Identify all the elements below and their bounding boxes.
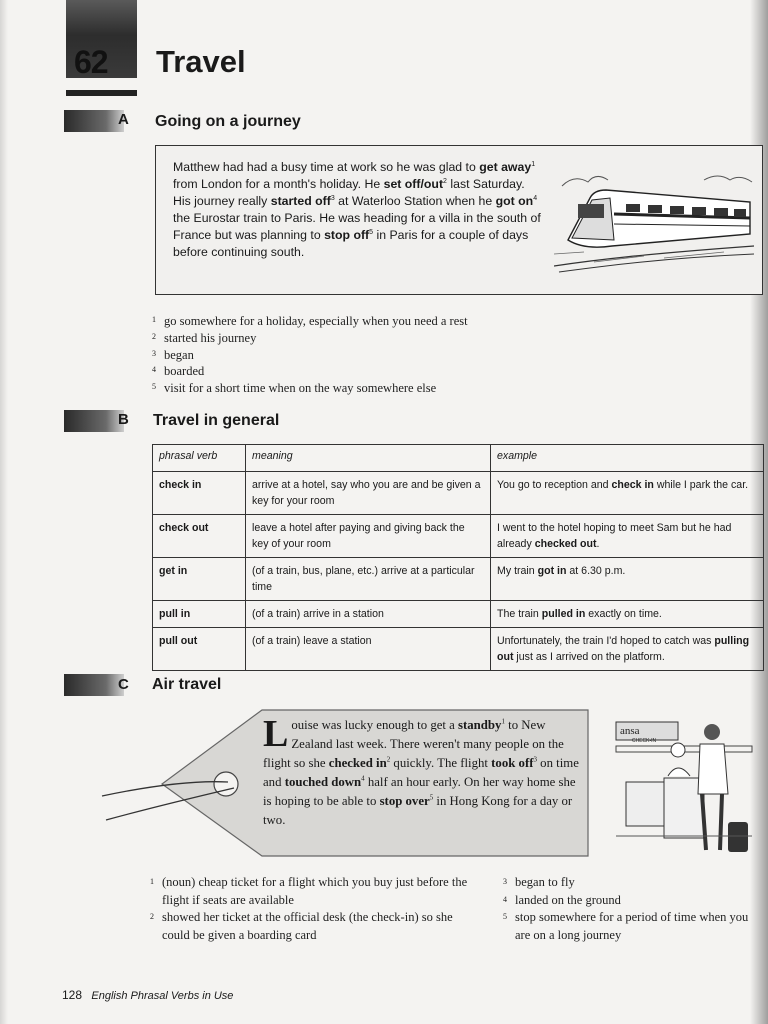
example-phrasal-verb: checked out (534, 538, 597, 550)
cell-example (491, 601, 764, 628)
gloss-item (152, 363, 572, 380)
cell-phrasal-verb: check in (153, 472, 246, 515)
gloss-number: 2 (150, 912, 154, 921)
cell-example (491, 515, 764, 558)
gloss-text: began to fly (515, 875, 575, 889)
gloss-number: 1 (150, 877, 154, 886)
section-b-title: Travel in general (153, 412, 280, 429)
tag-string (100, 768, 250, 828)
example-text: while I park the car. (653, 479, 749, 491)
story-a-footnote-ref: 1 (531, 160, 536, 168)
section-a-tab (64, 110, 124, 132)
cell-example (491, 558, 764, 601)
cell-meaning: (of a train) leave a station (246, 628, 491, 671)
story-a-text: from London for a month's holiday. He (173, 176, 384, 191)
story-c-footnote-ref: 3 (533, 755, 537, 764)
gloss-number: 5 (503, 912, 507, 921)
gloss-number: 4 (152, 365, 156, 375)
section-c-letter: C (118, 676, 129, 693)
table-row (153, 601, 764, 628)
example-text: at 6.30 p.m. (566, 565, 626, 577)
cell-example (491, 628, 764, 671)
gloss-number: 2 (152, 331, 156, 341)
gloss-item (152, 347, 572, 364)
story-c-text: half an hour early. On her way home she is hoping to be able to (263, 775, 576, 808)
example-text: I went to the hotel hoping to meet Sam but he had already (497, 522, 732, 550)
gloss-number: 5 (152, 382, 156, 392)
section-c-title: Air travel (152, 676, 222, 693)
story-a-text: last Saturday. His journey really (173, 176, 525, 208)
section-a-story (173, 159, 543, 260)
gloss-text: began (164, 347, 194, 362)
cell-meaning: leave a hotel after paying and giving back the key of your room (246, 515, 491, 558)
story-a-footnote-ref: 3 (330, 194, 335, 202)
unit-number: 62 (74, 44, 108, 80)
section-c-tab (64, 674, 124, 696)
example-text: You go to reception and (497, 479, 612, 491)
example-text: exactly on time. (585, 608, 662, 620)
table-header-verb: phrasal verb (153, 445, 246, 472)
gloss-item (150, 909, 470, 944)
story-c-text: quickly. The flight (390, 756, 492, 770)
story-c-footnote-ref: 1 (501, 717, 505, 726)
gloss-number: 3 (503, 877, 507, 886)
story-c-text: on time and (263, 756, 579, 789)
story-c-phrasal-verb: stop over (379, 794, 430, 808)
section-c-story (263, 713, 581, 830)
cell-meaning: arrive at a hotel, say who you are and be given a key for your room (246, 472, 491, 515)
section-b-letter: B (118, 411, 129, 428)
table-row (153, 472, 764, 515)
gloss-text: showed her ticket at the official desk (the check-in) so she could be given a boarding card (162, 910, 453, 942)
gloss-text: visit for a short time when on the way somewhere else (164, 381, 437, 396)
section-a-glossary (152, 313, 572, 397)
phrasal-verb-table (152, 444, 764, 671)
story-c-text: in Hong Kong for a day or two. (263, 794, 573, 827)
table-row (153, 515, 764, 558)
gloss-item (503, 874, 763, 892)
story-a-phrasal-verb: set off/out (383, 176, 444, 191)
section-a-title: Going on a journey (155, 113, 301, 130)
section-c-glossary-left (150, 874, 470, 944)
table-header-row (153, 445, 764, 472)
gloss-item (150, 874, 470, 909)
gloss-item (503, 909, 763, 944)
sign-ansa: ansa (620, 725, 640, 737)
example-text: The train (497, 608, 542, 620)
story-c-text: to New Zealand last week. There weren't many people on the flight so she (263, 718, 564, 770)
page-number: 128 (62, 988, 83, 1002)
story-c-footnote-ref: 4 (361, 774, 365, 783)
gloss-number: 1 (152, 315, 156, 324)
story-c-phrasal-verb: checked in (328, 756, 387, 770)
story-a-footnote-ref: 2 (443, 177, 447, 185)
cell-example (491, 472, 764, 515)
gloss-item (152, 380, 572, 397)
drop-cap: L (263, 713, 289, 755)
story-a-footnote-ref: 5 (369, 228, 374, 236)
story-c-phrasal-verb: touched down (284, 775, 362, 789)
cell-phrasal-verb: pull out (153, 628, 246, 671)
gloss-item (152, 313, 572, 330)
section-a-letter: A (118, 111, 129, 128)
gloss-item (503, 892, 763, 910)
example-text: just as I arrived on the platform. (513, 651, 665, 663)
gloss-number: 4 (503, 894, 507, 904)
check-in-illustration (612, 716, 754, 854)
section-c-glossary-right (503, 874, 763, 944)
story-a-text: at Waterloo Station when he (334, 193, 496, 208)
gloss-text: (noun) cheap ticket for a flight which you buy just before the flight if seats are available (162, 875, 468, 907)
gloss-text: started his journey (164, 330, 257, 345)
example-text: My train (497, 565, 538, 577)
story-c-footnote-ref: 2 (386, 755, 391, 764)
unit-title: Travel (156, 44, 246, 79)
section-b-tab (64, 410, 124, 432)
gloss-number: 3 (152, 348, 156, 358)
story-a-phrasal-verb: stop off (324, 227, 370, 242)
cell-phrasal-verb: check out (153, 515, 246, 558)
book-title: English Phrasal Verbs in Use (91, 990, 234, 1002)
example-phrasal-verb: pulled in (541, 608, 586, 620)
example-text: Unfortunately, the train I'd hoped to catch was (497, 635, 715, 647)
story-c-footnote-ref: 5 (429, 793, 434, 802)
story-c-phrasal-verb: took off (491, 756, 534, 770)
example-phrasal-verb: pulling out (497, 635, 750, 663)
story-c-text: ouise was lucky enough to get a (291, 718, 459, 732)
cell-phrasal-verb: get in (153, 558, 246, 601)
unit-divider (66, 90, 137, 96)
example-phrasal-verb: got in (537, 565, 567, 577)
gloss-text: go somewhere for a holiday, especially when you need a rest (164, 314, 468, 328)
story-a-footnote-ref: 4 (533, 194, 538, 202)
story-c-phrasal-verb: standby (458, 718, 502, 732)
cell-meaning: (of a train) arrive in a station (246, 601, 491, 628)
gloss-text: stop somewhere for a period of time when you are on a long journey (515, 910, 749, 942)
gloss-item (152, 330, 572, 347)
train-illustration (554, 168, 754, 274)
gloss-text: landed on the ground (515, 892, 621, 907)
cell-meaning: (of a train, bus, plane, etc.) arrive at a particular time (246, 558, 491, 601)
gloss-text: boarded (164, 364, 205, 379)
sign-check-in: CHECK-IN (632, 738, 657, 744)
story-a-phrasal-verb: started off (270, 193, 331, 208)
example-phrasal-verb: check in (611, 479, 654, 491)
cell-phrasal-verb: pull in (153, 601, 246, 628)
story-a-text: in Paris for a couple of days before continuing south. (173, 227, 529, 259)
page-left-shadow (0, 0, 8, 1024)
story-a-text: Matthew had had a busy time at work so he was glad to (173, 160, 480, 174)
section-a-story-box (155, 145, 763, 295)
page-footer (62, 988, 233, 1002)
table-row (153, 628, 764, 671)
story-a-phrasal-verb: got on (495, 193, 534, 208)
example-text: . (596, 538, 600, 550)
table-row (153, 558, 764, 601)
table-header-example: example (491, 445, 764, 472)
story-a-phrasal-verb: get away (479, 160, 532, 174)
story-a-text: the Eurostar train to Paris. He was heading for a villa in the south of France but was planning to (173, 210, 541, 242)
table-header-meaning: meaning (246, 445, 491, 472)
